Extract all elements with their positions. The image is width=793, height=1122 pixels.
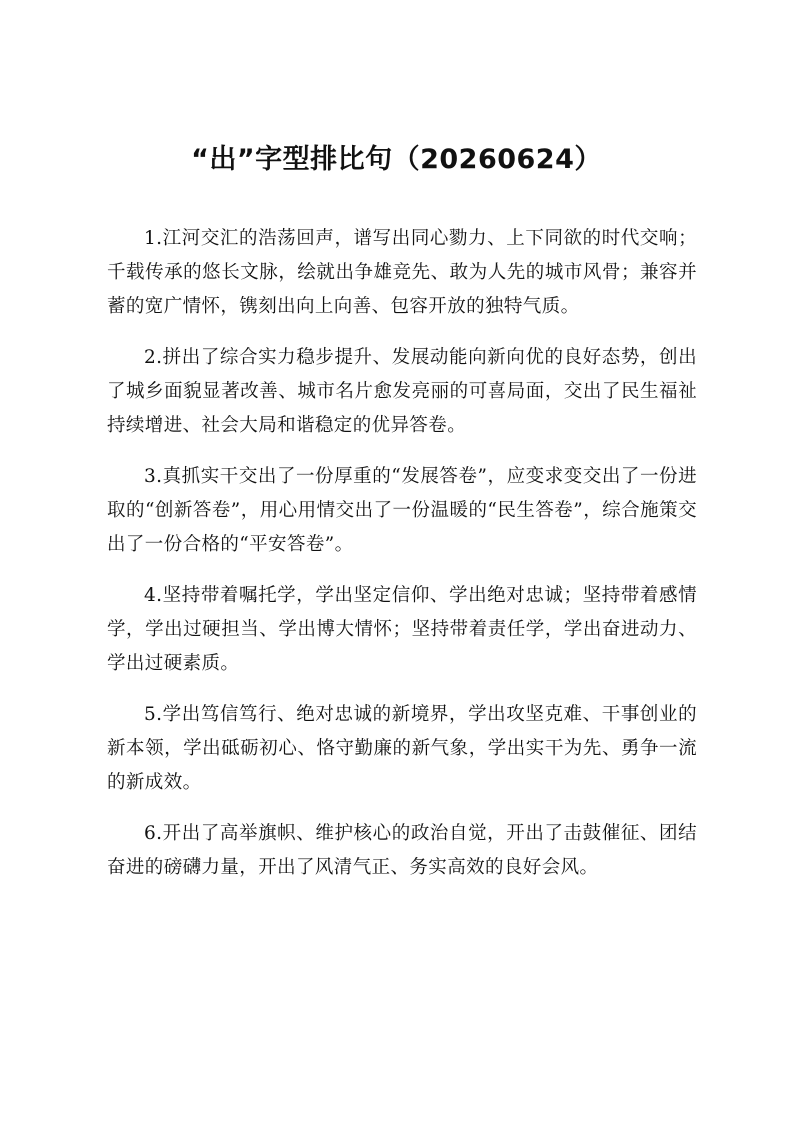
paragraph-1: 1.江河交汇的浩荡回声，谱写出同心勠力、上下同欲的时代交响；千载传承的悠长文脉，绘就出争雄竞先、敢为人先的城市风骨；兼容并蓄的宽广情怀，镌刻出向上向善、包容开放的独特气质。: [107, 228, 697, 317]
paragraph-4: 4.坚持带着嘱托学，学出坚定信仰、学出绝对忠诚；坚持带着感情学，学出过硬担当、学出博大情怀；坚持带着责任学，学出奋进动力、学出过硬素质。: [107, 585, 697, 674]
paragraph-5: 5.学出笃信笃行、绝对忠诚的新境界，学出攻坚克难、干事创业的新本领，学出砥砺初心、恪守勤廉的新气象，学出实干为先、勇争一流的新成效。: [107, 704, 697, 793]
paragraph-6: 6.开出了高举旗帜、维护核心的政治自觉，开出了击鼓催征、团结奋进的磅礴力量，开出了风清气正、务实高效的良好会风。: [107, 823, 697, 878]
paragraph-3: 3.真抓实干交出了一份厚重的“发展答卷”，应变求变交出了一份进取的“创新答卷”，用心用情交出了一份温暖的“民生答卷”，综合施策交出了一份合格的“平安答卷”。: [107, 466, 697, 555]
document-title: “出”字型排比句（20260624）: [191, 144, 602, 175]
document-body: [107, 222, 697, 902]
paragraph-2: 2.拼出了综合实力稳步提升、发展动能向新向优的良好态势，创出了城乡面貌显著改善、城市名片愈发亮丽的可喜局面，交出了民生福祉持续增进、社会大局和谐稳定的优异答卷。: [107, 347, 697, 436]
